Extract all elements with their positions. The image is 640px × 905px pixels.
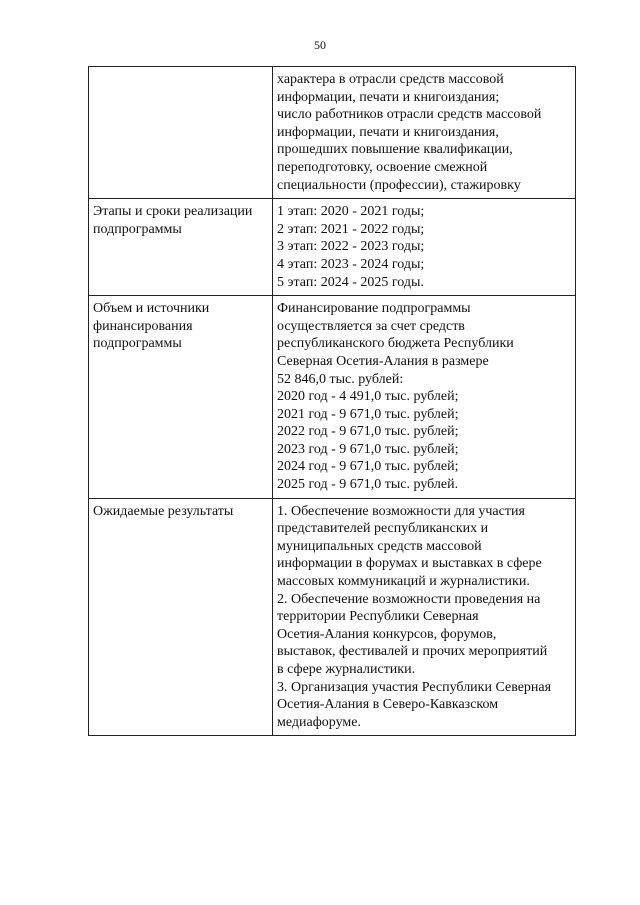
value-line: число работников отрасли средств массовой: [277, 107, 542, 123]
value-line: 4 этап: 2023 - 2024 годы;: [277, 256, 425, 272]
value-line: осуществляется за счет средств: [277, 318, 465, 334]
label-line: Ожидаемые результаты: [93, 503, 234, 519]
value-line: 2 этап: 2021 - 2022 годы;: [277, 221, 425, 237]
value-line: республиканского бюджета Республики: [277, 336, 514, 352]
row-label-cell: [89, 498, 273, 736]
value-line: информации в форумах и выставках в сфере: [277, 556, 542, 572]
row-label-cell: [89, 296, 273, 499]
value-line: 52 846,0 тыс. рублей:: [277, 371, 404, 387]
label-line: финансирования: [93, 318, 193, 334]
label-line: Объем и источники: [93, 301, 210, 317]
value-line: 3 этап: 2022 - 2023 годы;: [277, 239, 425, 255]
value-line: информации, печати и книгоиздания,: [277, 124, 499, 140]
row-value-cell: [273, 67, 576, 199]
table-row: [89, 296, 576, 499]
value-line: 2022 год - 9 671,0 тыс. рублей;: [277, 424, 459, 440]
value-line: 2020 год - 4 491,0 тыс. рублей;: [277, 389, 459, 405]
label-line: подпрограммы: [93, 221, 182, 237]
page-number: 50: [314, 38, 326, 52]
value-line: в сфере журналистики.: [277, 662, 416, 677]
label-line: Этапы и сроки реализации: [93, 204, 253, 220]
value-line: Финансирование подпрограммы: [277, 301, 471, 317]
label-line: подпрограммы: [93, 336, 182, 352]
value-line: 2025 год - 9 671,0 тыс. рублей.: [277, 477, 459, 493]
value-line: 1 этап: 2020 - 2021 годы;: [277, 204, 425, 220]
row-value-cell: [273, 296, 576, 499]
row-value-cell: [273, 199, 576, 296]
value-line: прошедших повышение квалификации,: [277, 142, 513, 158]
value-line: Северная Осетия-Алания в размере: [277, 353, 489, 369]
value-line: муниципальных средств массовой: [277, 538, 482, 554]
row-value-cell: [273, 498, 576, 736]
row-label-cell: [89, 67, 273, 199]
value-line: информации, печати и книгоиздания;: [277, 89, 500, 105]
value-line: медиафоруме.: [277, 714, 361, 730]
value-line: 5 этап: 2024 - 2025 годы.: [277, 274, 424, 290]
value-line: специальности (профессии), стажировку: [277, 177, 521, 193]
value-line: характера в отрасли средств массовой: [277, 72, 504, 87]
table-row: [89, 199, 576, 296]
value-line: массовых коммуникаций и журналистики.: [277, 574, 530, 590]
table-row: [89, 498, 576, 736]
value-line: 1. Обеспечение возможности для участия: [277, 503, 525, 519]
value-line: Осетия-Алания конкурсов, форумов,: [277, 626, 497, 642]
value-line: 2024 год - 9 671,0 тыс. рублей;: [277, 459, 459, 475]
value-line: 3. Организация участия Республики Северная: [277, 679, 552, 695]
value-line: 2. Обеспечение возможности проведения на: [277, 591, 541, 607]
value-line: 2021 год - 9 671,0 тыс. рублей;: [277, 406, 459, 422]
value-line: территории Республики Северная: [277, 609, 479, 625]
value-line: представителей республиканских и: [277, 521, 489, 537]
table-row: [89, 67, 576, 199]
row-label-cell: [89, 199, 273, 296]
value-line: переподготовку, освоение смежной: [277, 159, 488, 175]
value-line: выставок, фестивалей и прочих мероприятий: [277, 644, 548, 660]
subprogram-passport-table: [88, 66, 576, 736]
value-line: 2023 год - 9 671,0 тыс. рублей;: [277, 441, 459, 457]
value-line: Осетия-Алания в Северо-Кавказском: [277, 697, 499, 713]
